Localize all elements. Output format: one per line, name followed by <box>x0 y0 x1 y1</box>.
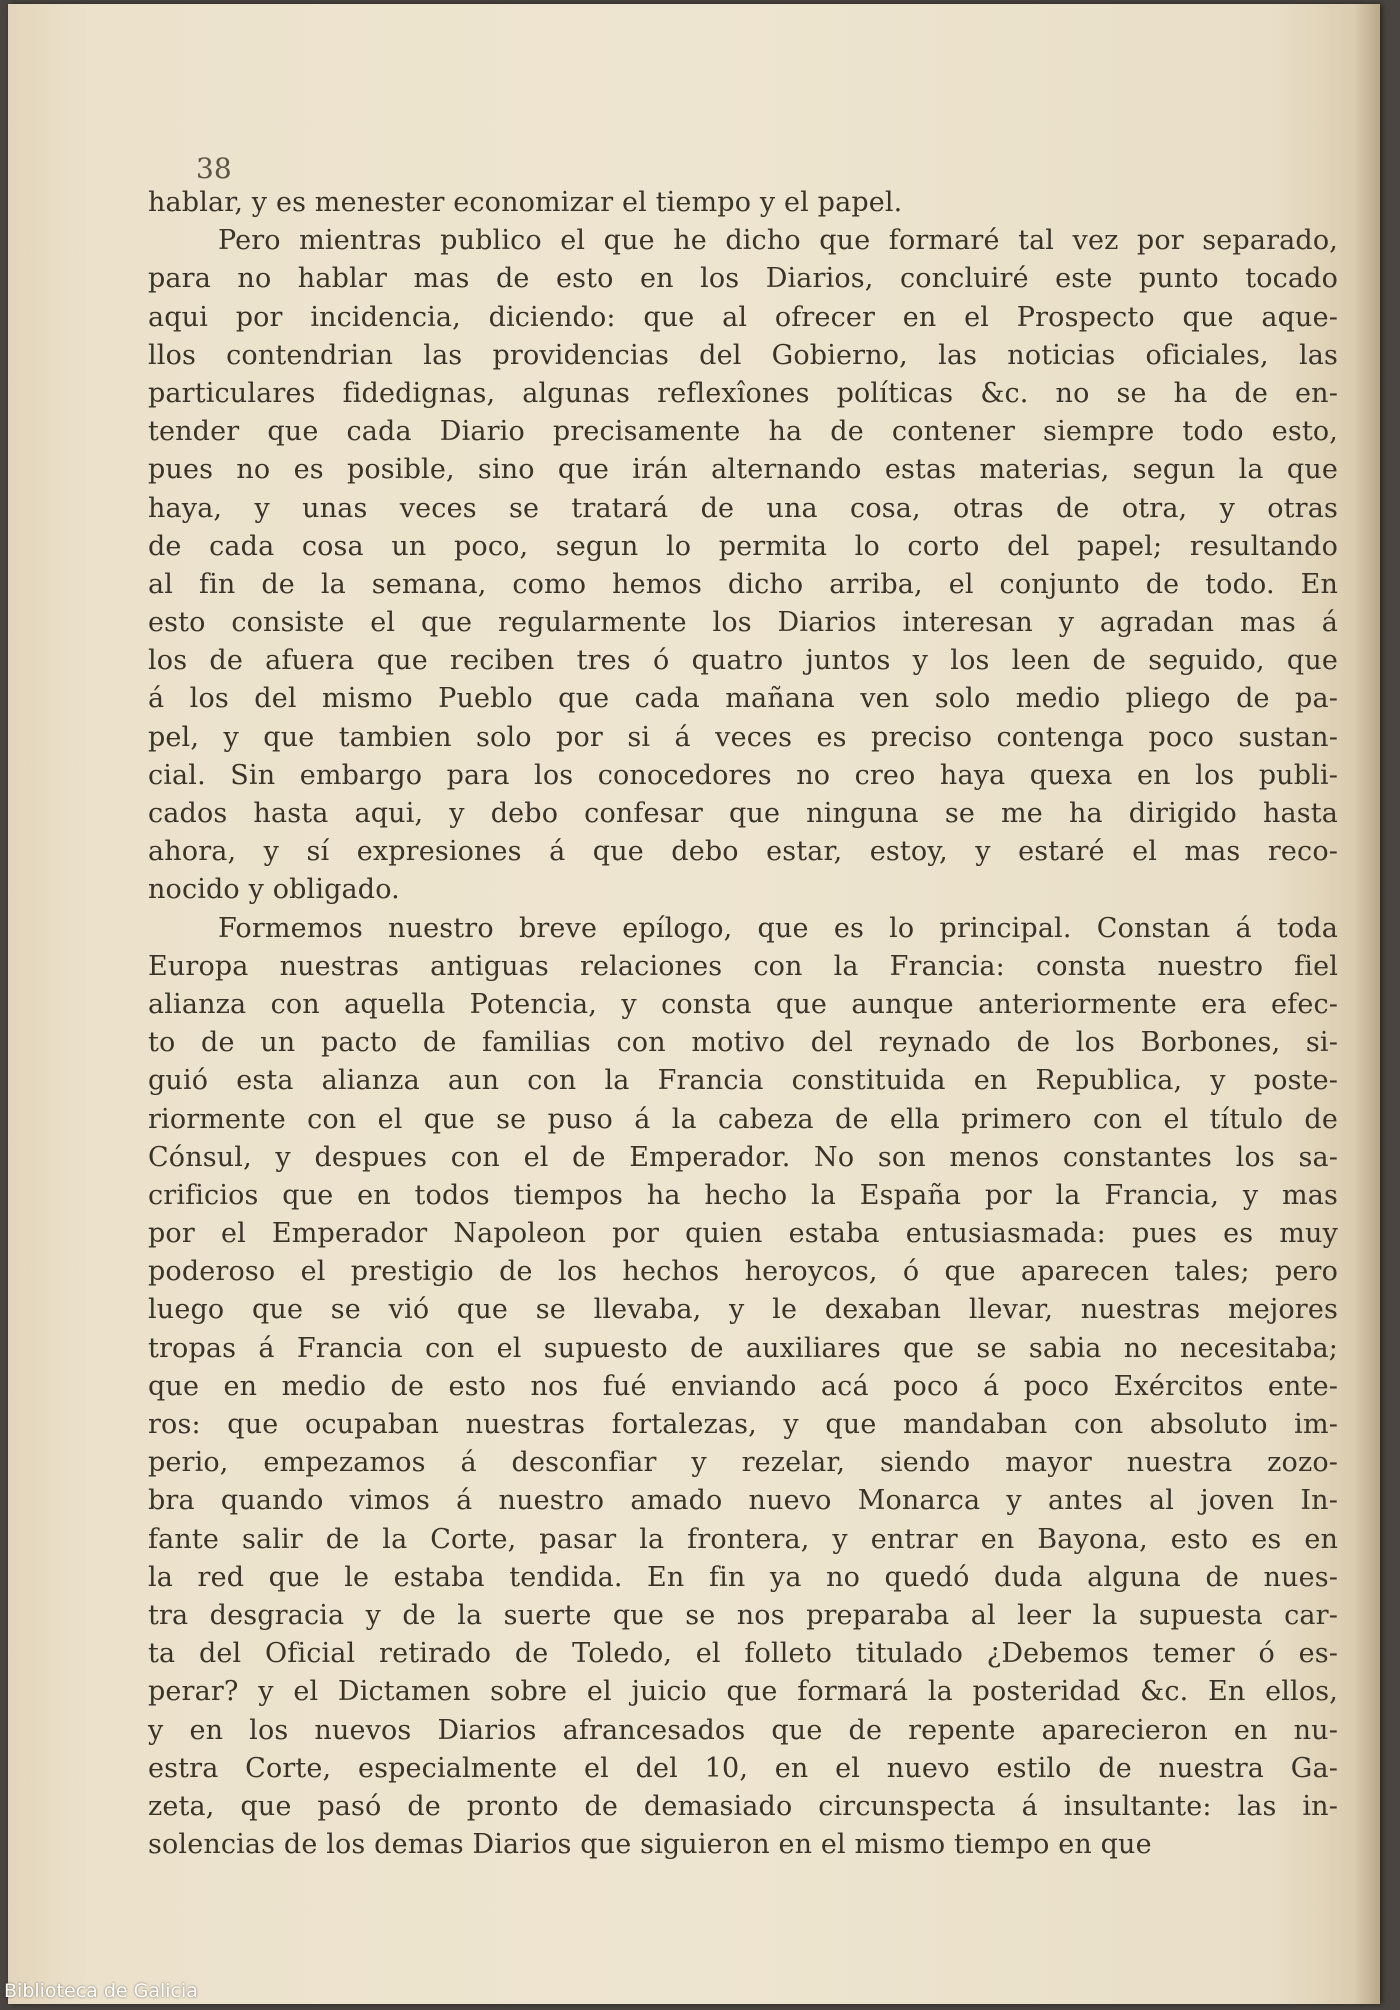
text-line: ahora, y sí expresiones á que debo estar, estoy, y estaré el mas reco- <box>148 836 1338 868</box>
page-number: 38 <box>196 152 232 185</box>
text-line: crificios que en todos tiempos ha hecho la España por la Francia, y mas <box>148 1179 1338 1211</box>
text-line: hablar, y es menester economizar el tiempo y el papel. <box>148 187 903 218</box>
text-line: riormente con el que se puso á la cabeza de ella primero con el título de <box>148 1103 1338 1135</box>
text-line: para no hablar mas de esto en los Diarios, concluiré este punto tocado <box>148 263 1338 295</box>
text-line: pel, y que tambien solo por si á veces es preciso contenga poco sustan- <box>148 721 1338 753</box>
text-line: por el Emperador Napoleon por quien estaba entusiasmada: pues es muy <box>148 1218 1338 1250</box>
text-line: estra Corte, especialmente el del 10, en el nuevo estilo de nuestra Ga- <box>148 1752 1338 1784</box>
text-line: los de afuera que reciben tres ó quatro juntos y los leen de seguido, que <box>148 645 1338 677</box>
text-line: al fin de la semana, como hemos dicho arriba, el conjunto de todo. En <box>148 568 1338 600</box>
page-text-block <box>148 184 1338 1864</box>
text-line: de cada cosa un poco, segun lo permita lo corto del papel; resultando <box>148 530 1338 562</box>
text-line: poderoso el prestigio de los hechos heroycos, ó que aparecen tales; pero <box>148 1256 1338 1288</box>
text-line: ta del Oficial retirado de Toledo, el folleto titulado ¿Debemos temer ó es- <box>148 1638 1338 1670</box>
page-edge-shadow <box>1354 4 1380 2004</box>
text-line: tra desgracia y de la suerte que se nos preparaba al leer la supuesta car- <box>148 1599 1338 1631</box>
text-line: Cónsul, y despues con el de Emperador. No son menos constantes los sa- <box>148 1141 1338 1173</box>
text-line: Pero mientras publico el que he dicho que formaré tal vez por separado, <box>218 225 1338 257</box>
text-line: haya, y unas veces se tratará de una cosa, otras de otra, y otras <box>148 492 1338 524</box>
text-line: tender que cada Diario precisamente ha de contener siempre todo esto, <box>148 416 1338 448</box>
text-line: Formemos nuestro breve epílogo, que es lo principal. Constan á toda <box>218 912 1338 944</box>
text-line: guió esta alianza aun con la Francia constituida en Republica, y poste- <box>148 1065 1338 1097</box>
text-line: cados hasta aqui, y debo confesar que ninguna se me ha dirigido hasta <box>148 798 1338 829</box>
text-line: solencias de los demas Diarios que siguieron en el mismo tiempo en que <box>148 1829 1152 1861</box>
text-line: bra quando vimos á nuestro amado nuevo Monarca y antes al joven In- <box>148 1485 1338 1517</box>
text-line: pues no es posible, sino que irán alternando estas materias, segun la que <box>148 454 1338 486</box>
text-line: perar? y el Dictamen sobre el juicio que formará la posteridad &c. En ellos, <box>148 1676 1338 1708</box>
text-line: Europa nuestras antiguas relaciones con la Francia: consta nuestro fiel <box>148 950 1338 982</box>
text-line: ros: que ocupaban nuestras fortalezas, y que mandaban con absoluto im- <box>148 1409 1338 1440</box>
text-line: que en medio de esto nos fué enviando acá poco á poco Exércitos ente- <box>148 1370 1338 1402</box>
text-line: la red que le estaba tendida. En fin ya no quedó duda alguna de nues- <box>148 1561 1338 1593</box>
text-line: fante salir de la Corte, pasar la frontera, y entrar en Bayona, esto es en <box>148 1523 1338 1555</box>
text-line: nocido y obligado. <box>148 874 400 906</box>
text-line: á los del mismo Pueblo que cada mañana ven solo medio pliego de pa- <box>148 683 1338 715</box>
text-line: to de un pacto de familias con motivo del reynado de los Borbones, si- <box>148 1027 1338 1059</box>
text-line: aqui por incidencia, diciendo: que al ofrecer en el Prospecto que aque- <box>148 301 1338 333</box>
text-line: particulares fidedignas, algunas reflexîones políticas &c. no se ha de en- <box>148 377 1338 409</box>
text-line: y en los nuevos Diarios afrancesados que de repente aparecieron en nu- <box>148 1714 1338 1746</box>
library-watermark: Biblioteca de Galicia <box>4 1980 198 2002</box>
text-line: luego que se vió que se llevaba, y le dexaban llevar, nuestras mejores <box>148 1294 1338 1326</box>
text-line: alianza con aquella Potencia, y consta que aunque anteriormente era efec- <box>148 988 1338 1020</box>
text-line: perio, empezamos á desconfiar y rezelar, siendo mayor nuestra zozo- <box>148 1447 1338 1479</box>
text-line: llos contendrian las providencias del Gobierno, las noticias oficiales, las <box>148 339 1338 371</box>
text-line: tropas á Francia con el supuesto de auxiliares que se sabia no necesitaba; <box>148 1332 1338 1364</box>
text-line: esto consiste el que regularmente los Diarios interesan y agradan mas á <box>148 607 1338 639</box>
text-line: cial. Sin embargo para los conocedores no creo haya quexa en los publi- <box>148 759 1338 791</box>
text-line: zeta, que pasó de pronto de demasiado circunspecta á insultante: las in- <box>148 1790 1338 1822</box>
book-page <box>8 4 1380 2004</box>
